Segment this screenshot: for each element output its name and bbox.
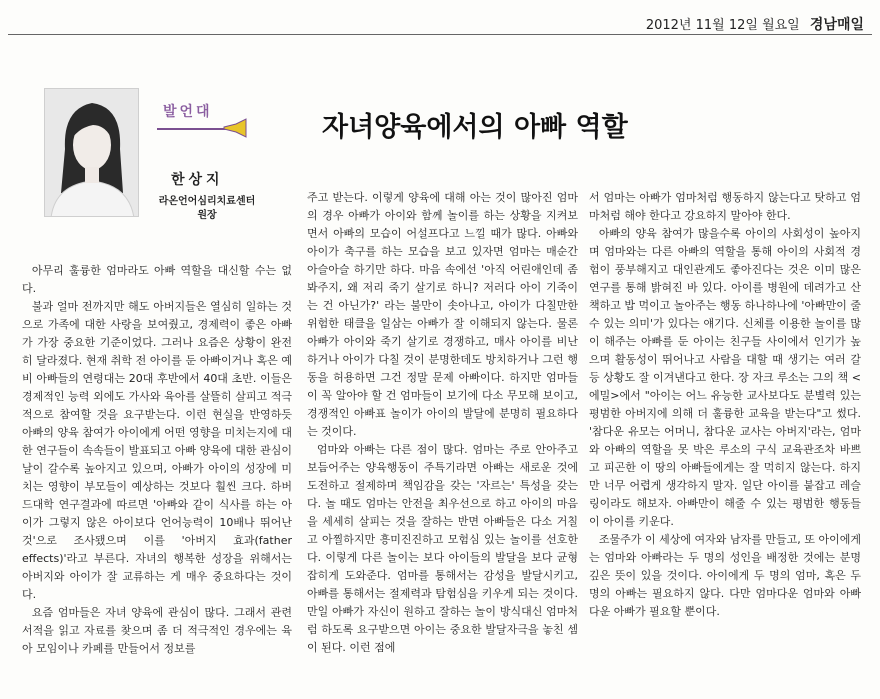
article-column-3 <box>589 189 861 699</box>
article-column-1 <box>22 262 292 699</box>
newspaper-name: 경남매일 <box>809 17 864 33</box>
article-headline: 자녀양육에서의 아빠 역할 <box>322 112 628 143</box>
issue-date: 2012년 11월 12일 월요일 <box>645 18 800 33</box>
header-rule <box>8 34 872 35</box>
author-title: 원장 <box>197 210 217 221</box>
trumpet-icon <box>222 118 248 138</box>
paragraph: 요즘 엄마들은 자녀 양육에 관심이 많다. 그래서 관련 서적을 읽고 자료를 찾으며 좀 더 적극적인 경우에는 육아 모임이나 카페를 만들어서 정보를 <box>22 606 292 655</box>
paragraph: 주고 받는다. 이렇게 양육에 대해 아는 것이 많아진 엄마의 경우 아빠가 아이와 함께 놀이를 하는 상황을 지켜보면서 아빠의 모습이 어설프다고 느낄 때가 많다. 아빠와 아이가 축구를 하는 모습을 보고 있자면 엄마는 매순간 아슬아슬 하기만 하다. 마음 속에선 '아직 어린애인데 좀 봐주지, 왜 저리 죽기 살기로 하니? 저러다 아이 기죽이는 건 아닌가?' 라는 불만이 솟아나고, 아이가 다칠만한 위험한 태클을 일삼는 아빠가 잘 이해되지 않는다. 물론 아빠가 아이와 죽기 살기로 경쟁하고, 매사 아이를 비난하거나 아이가 다칠 것이 분명한데도 방치하거나 그런 행동을 허용하면 그건 정말 문제 아빠이다. 하지만 엄마들이 꼭 알아야 할 건 엄마들이 보기에 다소 무모해 보이고, 경쟁적인 아빠표 놀이가 아이의 발달에 분명히 필요하다는 것이다. <box>307 191 578 438</box>
author-portrait-image <box>45 89 139 217</box>
author-photo <box>44 88 139 217</box>
paragraph: 서 엄마는 아빠가 엄마처럼 행동하지 않는다고 탓하고 엄마처럼 해야 한다고 강요하지 말아야 한다. <box>589 191 861 222</box>
paragraph: 아무리 훌륭한 엄마라도 아빠 역할을 대신할 수는 없다. <box>22 264 292 295</box>
paragraph: 아빠의 양육 참여가 많을수록 아이의 사회성이 높아지며 엄마와는 다른 아빠의 역할을 통해 아이의 사회적 경험이 풍부해지고 대인관계도 좋아진다는 것은 이미 많은 연구를 통해 밝혀진 바 있다. 아이를 병원에 데려가고 산책하고 밥 먹이고 놀아주는 행동 하나하나에 '아빠만이 줄 수 있는 의미'가 있다는 얘기다. 신체를 이용한 놀이를 많이 해주는 아빠를 둔 아이는 친구들 사이에서 인기가 높으며 활동성이 뛰어나고 사람을 대할 때 생기는 여러 갈등 상황도 잘 이겨낸다고 한다. 장 자크 루소는 그의 책 <에밀>에서 "아이는 어느 유능한 교사보다도 분별력 있는 평범한 아버지에 의해 더 훌륭한 교육을 받는다"고 썼다. '참다운 유모는 어머니, 참다운 교사는 아버지'라는, 엄마와 아빠의 역할을 못 박은 루소의 구식 교육관조차 바쁘고 피곤한 이 땅의 아빠들에게는 잘 먹히지 않는다. 하지만 너무 어렵게 생각하지 말자. 일단 아이를 붙잡고 레슬링이라도 해보자. 아빠만이 해줄 수 있는 평범한 행동들이 아이를 키운다. <box>589 227 861 528</box>
author-organization: 라온언어심리치료센터 <box>158 196 256 207</box>
column-label: 발언대 <box>163 104 213 120</box>
paragraph: 불과 얼마 전까지만 해도 아버지들은 열심히 일하는 것으로 가족에 대한 사랑을 보여줬고, 경제력이 좋은 아빠가 가장 중요한 기준이었다. 그러나 요즘은 상황이 완전히 달라졌다. 현재 취학 전 아이를 둔 아빠이거나 혹은 예비 아빠들의 연령대는 20대 후반에서 40대 초반. 이들은 경제적인 능력 외에도 가사와 육아를 살뜰히 살피고 적극적으로 참여할 것을 요구받는다. 이런 현실을 반영하듯 아빠의 양육 참여가 아이에게 어떤 영향을 미치는지에 대한 연구들이 속속들이 발표되고 아빠 양육에 대한 관심이 날이 갈수록 높아지고 있으며, 아빠가 아이의 성장에 미치는 영향이 부모들이 예상하는 것보다 훨씬 크다. 하버드대학 연구결과에 따르면 '아빠와 같이 식사를 하는 아이가 그렇지 않은 아이보다 언어능력이 10배나 뛰어난 것'으로 조사됐으며 이를 '아버지 효과(father effects)'라고 부른다. 자녀의 행복한 성장을 위해서는 아버지와 아이가 잘 교류하는 게 매우 중요하다는 것이다. <box>22 300 292 601</box>
paragraph: 엄마와 아빠는 다른 점이 많다. 엄마는 주로 안아주고 보듬어주는 양육행동이 주특기라면 아빠는 새로운 것에 도전하고 절제하며 책임감을 갖는 '자르는' 특성을 갖는다. 놀 때도 엄마는 안전을 최우선으로 하고 아이의 마음을 세세히 살피는 것을 잘하는 반면 아빠들은 다소 거칠고 아찔하지만 흥미진진하고 모험심 있는 놀이를 선호한다. 이렇게 다른 놀이는 보다 아이들의 발달을 보다 균형잡히게 도와준다. 엄마를 통해서는 감성을 발달시키고, 아빠를 통해서는 절제력과 탐험심을 키우게 되는 것이다. 만일 아빠가 자신이 원하고 잘하는 놀이 방식대신 엄마처럼 하도록 요구받으면 아이는 중요한 발달자극을 놓친 셈이 된다. 이런 점에 <box>307 443 578 654</box>
author-name: 한상지 <box>171 172 224 188</box>
masthead <box>646 14 864 34</box>
paragraph: 조물주가 이 세상에 여자와 남자를 만들고, 또 아이에게는 엄마와 아빠라는 두 명의 성인을 배정한 것에는 분명 깊은 뜻이 있을 것이다. 아이에게 두 명의 엄마, 혹은 두 명의 아빠는 필요하지 않다. 다만 엄마다운 엄마와 아빠다운 아빠가 필요할 뿐이다. <box>589 533 861 618</box>
column-label-underline <box>157 128 227 130</box>
article-column-2 <box>307 189 578 699</box>
